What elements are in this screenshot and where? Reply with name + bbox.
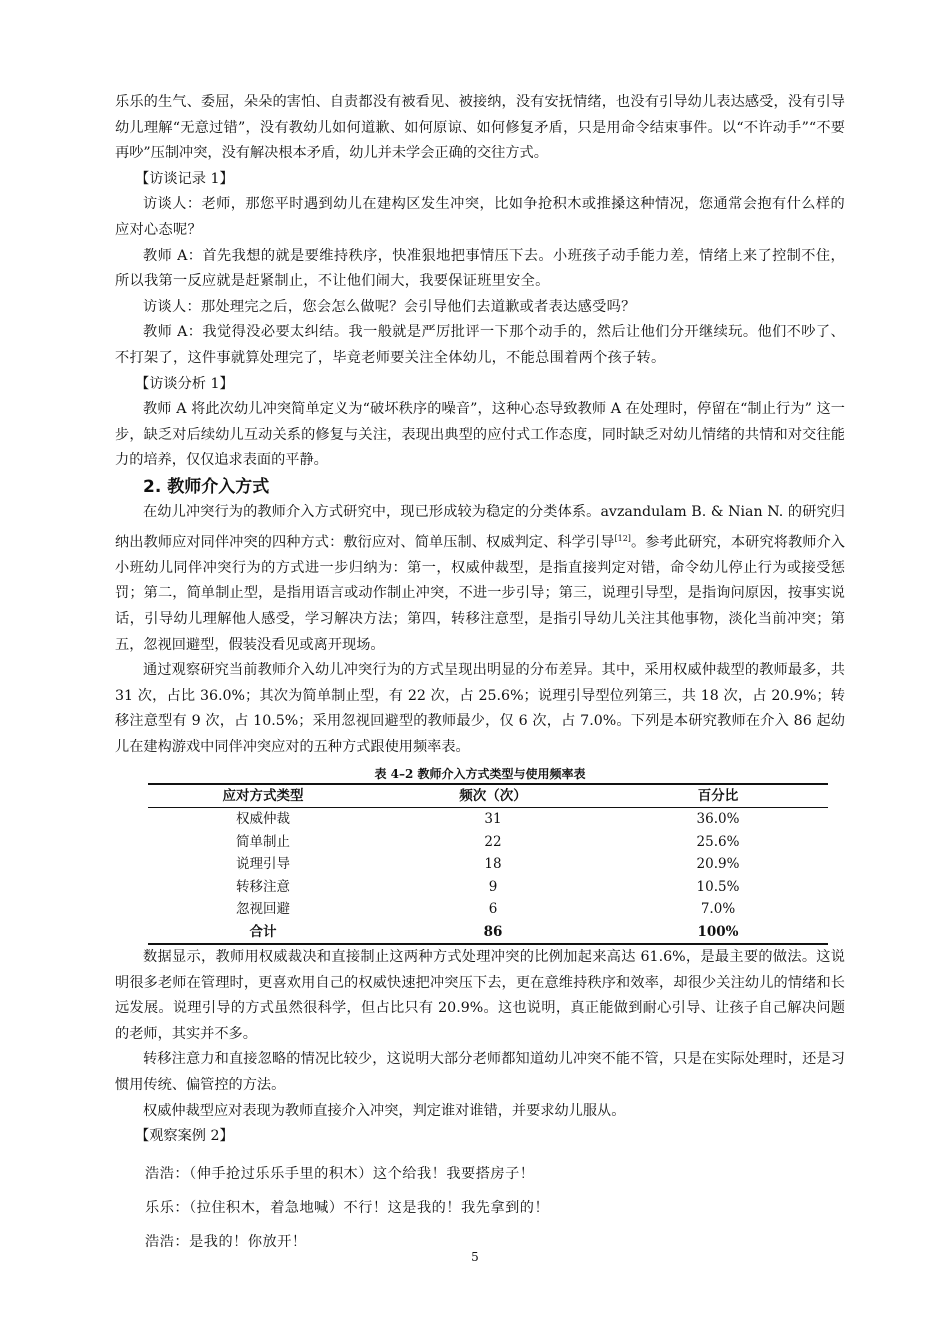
interview-record-label: 【访谈记录 1】 (135, 170, 234, 187)
table-row (148, 853, 828, 876)
cell-frequency: 31 (484, 811, 502, 828)
table-row (148, 876, 828, 899)
dialogue-line: 浩浩：（伸手抢过乐乐手里的积木）这个给我！我要搭房子！ (145, 1165, 535, 1182)
cell-frequency: 9 (488, 878, 498, 895)
header-percent: 百分比 (608, 784, 828, 808)
table-caption: 表 4–2 教师介入方式类型与使用频率表 (374, 766, 586, 781)
cell-frequency: 6 (488, 901, 498, 918)
page-number: 5 (471, 1250, 479, 1264)
table-total-row (148, 921, 828, 945)
cell-percent: 25.6% (696, 833, 740, 850)
cell-type: 转移注意 (236, 878, 290, 895)
total-frequency: 86 (378, 921, 608, 945)
intro-text-a: 在幼儿冲突行为的教师介入方式研究中，现已形成较为稳定的分类体系。avzandulam B. & Nian N. 的研究归纳出教师应对同伴冲突的四种方式：敷衍应对、简单压制、权威判定、科学引导 (115, 503, 845, 551)
cell-type: 说理引导 (236, 856, 290, 873)
citation-reference: [12] (614, 533, 631, 543)
minor-methods-paragraph: 转移注意力和直接忽略的情况比较少，这说明大部分老师都知道幼儿冲突不能不管，只是在实际处理时，还是习惯用传统、偏管控的方法。 (115, 1051, 845, 1094)
intervention-intro-paragraph (115, 500, 845, 658)
observation-case-label: 【观察案例 2】 (135, 1128, 234, 1145)
page-content (115, 90, 845, 1252)
data-discussion-paragraph: 数据显示，教师用权威裁决和直接制止这两种方式处理冲突的比例加起来高达 61.6%，是最主要的做法。这说明很多老师在管理时，更喜欢用自己的权威快速把冲突压下去，更在意维持秩序和效率，却很少关注幼儿的情绪和长远发展。说理引导的方式虽然很科学，但占比只有 20.9%。这也说明，真正能做到耐心引导、让孩子自己解决问题的老师，其实并不多。 (115, 949, 845, 1042)
interview-answer-1: 教师 A：首先我想的就是要维持秩序，快准狠地把事情压下去。小班孩子动手能力差，情绪上来了控制不住，所以我第一反应就是赶紧制止，不让他们闹大，我要保证班里安全。 (115, 247, 845, 290)
total-label: 合计 (148, 921, 378, 945)
table-row (148, 831, 828, 854)
observation-paragraph: 通过观察研究当前教师介入幼儿冲突行为的方式呈现出明显的分布差异。其中，采用权威仲裁型的教师最多，共 31 次，占比 36.0%；其次为简单制止型，有 22 次，占 25.6%；说理引导型位列第三，共 18 次，占 20.9%；转移注意型有 9 次，占 10.5%；采用忽视回避型的教师最少，仅 6 次，占 7.0%。下列是本研究教师在介入 86 起幼儿在建构游戏中同伴冲突应对的五种方式跟使用频率表。 (115, 662, 845, 755)
cell-percent: 36.0% (696, 811, 740, 828)
intro-text-b: 。参考此研究，本研究将教师介入小班幼儿同伴冲突行为的方式进一步归纳为：第一，权威仲裁型，是指直接判定对错，命令幼儿停止行为或接受惩罚；第二，简单制止型，是指用语言或动作制止冲突，不进一步引导；第三，说理引导型，是指询问原因，按事实说话，引导幼儿理解他人感受，学习解决方法；第四，转移注意型，是指引导幼儿关注其他事物，淡化当前冲突；第五，忽视回避型，假装没看见或离开现场。 (115, 534, 845, 653)
cell-type: 简单制止 (236, 833, 290, 850)
total-percent: 100% (608, 921, 828, 945)
interview-analysis-paragraph: 教师 A 将此次幼儿冲突简单定义为“破坏秩序的噪音”，这种心态导致教师 A 在处理时，停留在“制止行为” 这一步，缺乏对后续幼儿互动关系的修复与关注，表现出典型的应付式工作态度，同时缺乏对幼儿情绪的共情和对交往能力的培养，仅仅追求表面的平静。 (115, 401, 845, 469)
cell-type: 权威仲裁 (236, 811, 290, 828)
interview-analysis-label: 【访谈分析 1】 (135, 375, 234, 392)
header-type: 应对方式类型 (148, 784, 378, 808)
interview-question-2: 访谈人：那处理完之后，您会怎么做呢？会引导他们去道歉或者表达感受吗？ (143, 298, 636, 315)
frequency-table (148, 783, 828, 946)
cell-frequency: 18 (484, 856, 502, 873)
table-row (148, 808, 828, 831)
cell-percent: 7.0% (700, 901, 736, 918)
cell-percent: 10.5% (696, 878, 740, 895)
cell-type: 忽视回避 (236, 901, 290, 918)
interview-answer-2: 教师 A：我觉得没必要太纠结。我一般就是严厉批评一下那个动手的，然后让他们分开继续玩。他们不吵了、不打架了，这件事就算处理完了，毕竟老师要关注全体幼儿，不能总围着两个孩子转。 (115, 324, 845, 366)
section-heading: 2. 教师介入方式 (143, 476, 270, 497)
interview-question-1: 访谈人：老师，那您平时遇到幼儿在建构区发生冲突，比如争抢积木或推搡这种情况，您通常会抱有什么样的应对心态呢？ (115, 196, 845, 238)
paragraph-conflict-summary: 乐乐的生气、委屈，朵朵的害怕、自责都没有被看见、被接纳，没有安抚情绪，也没有引导幼儿表达感受，没有引导幼儿理解“无意过错”，没有教幼儿如何道歉、如何原谅、如何修复矛盾，只是用命令结束事件。以“不许动手”“不要再吵”压制冲突，没有解决根本矛盾，幼儿并未学会正确的交往方式。 (115, 94, 845, 162)
cell-frequency: 22 (484, 833, 502, 850)
cell-percent: 20.9% (696, 856, 740, 873)
dialogue-line: 乐乐：（拉住积木，着急地喊）不行！这是我的！我先拿到的！ (145, 1199, 550, 1216)
header-frequency: 频次（次） (378, 784, 608, 808)
table-row (148, 898, 828, 921)
dialogue-line: 浩浩：是我的！你放开！ (145, 1233, 307, 1250)
table-header-row (148, 784, 828, 808)
authority-type-paragraph: 权威仲裁型应对表现为教师直接介入冲突，判定谁对谁错，并要求幼儿服从。 (143, 1102, 626, 1119)
